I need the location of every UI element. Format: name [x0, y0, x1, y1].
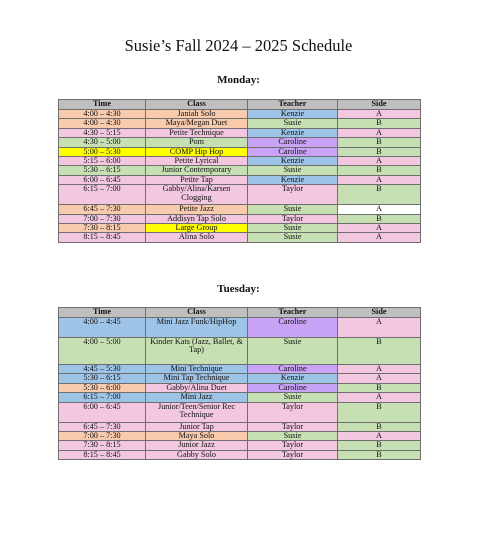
- table-row: [59, 128, 421, 137]
- class-cell: Addisyn Tap Solo: [146, 214, 248, 223]
- class-cell: Petite Technique: [146, 128, 248, 137]
- teacher-cell: Susie: [248, 224, 338, 233]
- class-cell: Junior/Teen/Senior Rec Technique: [146, 402, 248, 422]
- class-cell: Gabby/Alina/Karsen Clogging: [146, 185, 248, 205]
- class-cell: Maya Solo: [146, 432, 248, 441]
- class-cell: Petite Tap: [146, 175, 248, 184]
- teacher-cell: Taylor: [248, 402, 338, 422]
- class-cell: Mini Jazz: [146, 393, 248, 402]
- teacher-cell: Susie: [248, 205, 338, 214]
- side-cell: B: [338, 119, 421, 128]
- side-cell: A: [338, 175, 421, 184]
- teacher-cell: Kenzie: [248, 128, 338, 137]
- table-row: [59, 224, 421, 233]
- table-header-row: [59, 100, 421, 110]
- side-cell: B: [338, 422, 421, 431]
- time-cell: 7:00 – 7:30: [59, 432, 146, 441]
- class-cell: Kinder Kats (Jazz, Ballet, & Tap): [146, 338, 248, 365]
- table-row: [59, 110, 421, 119]
- side-cell: B: [338, 383, 421, 392]
- time-cell: 6:15 – 7:00: [59, 185, 146, 205]
- side-cell: A: [338, 432, 421, 441]
- side-cell: B: [338, 138, 421, 147]
- time-cell: 4:00 – 4:30: [59, 119, 146, 128]
- table-row: [59, 233, 421, 242]
- teacher-cell: Kenzie: [248, 374, 338, 383]
- side-cell: B: [338, 402, 421, 422]
- teacher-cell: Caroline: [248, 365, 338, 374]
- time-column-header: Time: [59, 100, 146, 110]
- table-row: [59, 205, 421, 214]
- side-cell: A: [338, 393, 421, 402]
- time-cell: 6:00 – 6:45: [59, 175, 146, 184]
- side-cell: B: [338, 338, 421, 365]
- teacher-cell: Caroline: [248, 318, 338, 338]
- table-row: [59, 365, 421, 374]
- time-cell: 7:30 – 8:15: [59, 441, 146, 450]
- teacher-cell: Taylor: [248, 214, 338, 223]
- table-row: [59, 119, 421, 128]
- table-row: [59, 338, 421, 365]
- class-cell: Gabby Solo: [146, 450, 248, 459]
- side-cell: A: [338, 318, 421, 338]
- side-cell: B: [338, 185, 421, 205]
- class-cell: Janiah Solo: [146, 110, 248, 119]
- side-cell: A: [338, 128, 421, 137]
- time-cell: 4:30 – 5:00: [59, 138, 146, 147]
- time-cell: 6:15 – 7:00: [59, 393, 146, 402]
- side-cell: B: [338, 441, 421, 450]
- table-row: [59, 450, 421, 459]
- class-cell: Junior Contemporary: [146, 166, 248, 175]
- time-cell: 4:00 – 5:00: [59, 338, 146, 365]
- time-cell: 5:00 – 5:30: [59, 147, 146, 156]
- time-cell: 5:30 – 6:15: [59, 166, 146, 175]
- time-cell: 6:00 – 6:45: [59, 402, 146, 422]
- table-header-row: [59, 308, 421, 318]
- side-cell: A: [338, 110, 421, 119]
- side-cell: B: [338, 214, 421, 223]
- class-cell: Pom: [146, 138, 248, 147]
- monday-heading: Monday:: [217, 74, 260, 86]
- teacher-cell: Taylor: [248, 185, 338, 205]
- table-row: [59, 432, 421, 441]
- table-row: [59, 441, 421, 450]
- teacher-cell: Susie: [248, 432, 338, 441]
- time-cell: 8:15 – 8:45: [59, 233, 146, 242]
- teacher-cell: Susie: [248, 166, 338, 175]
- class-cell: Petite Jazz: [146, 205, 248, 214]
- table-row: [59, 157, 421, 166]
- class-cell: Maya/Megan Duet: [146, 119, 248, 128]
- table-row: [59, 374, 421, 383]
- tuesday-schedule-table: [58, 307, 421, 460]
- time-column-header: Time: [59, 308, 146, 318]
- teacher-cell: Taylor: [248, 450, 338, 459]
- class-cell: Gabby/Alina Duet: [146, 383, 248, 392]
- teacher-cell: Kenzie: [248, 157, 338, 166]
- time-cell: 6:45 – 7:30: [59, 422, 146, 431]
- teacher-cell: Kenzie: [248, 110, 338, 119]
- time-cell: 4:00 – 4:45: [59, 318, 146, 338]
- teacher-column-header: Teacher: [248, 100, 338, 110]
- table-row: [59, 166, 421, 175]
- class-cell: Junior Tap: [146, 422, 248, 431]
- table-row: [59, 318, 421, 338]
- time-cell: 8:15 – 8:45: [59, 450, 146, 459]
- time-cell: 4:45 – 5:30: [59, 365, 146, 374]
- table-row: [59, 214, 421, 223]
- time-cell: 7:00 – 7:30: [59, 214, 146, 223]
- teacher-cell: Caroline: [248, 147, 338, 156]
- time-cell: 6:45 – 7:30: [59, 205, 146, 214]
- time-cell: 5:30 – 6:15: [59, 374, 146, 383]
- side-cell: A: [338, 157, 421, 166]
- table-row: [59, 393, 421, 402]
- teacher-column-header: Teacher: [248, 308, 338, 318]
- side-cell: B: [338, 147, 421, 156]
- class-column-header: Class: [146, 100, 248, 110]
- time-cell: 4:00 – 4:30: [59, 110, 146, 119]
- table-row: [59, 147, 421, 156]
- table-row: [59, 138, 421, 147]
- table-row: [59, 422, 421, 431]
- teacher-cell: Kenzie: [248, 175, 338, 184]
- teacher-cell: Caroline: [248, 138, 338, 147]
- class-cell: Mini Jazz Funk/HipHop: [146, 318, 248, 338]
- side-cell: A: [338, 365, 421, 374]
- side-cell: A: [338, 374, 421, 383]
- class-column-header: Class: [146, 308, 248, 318]
- teacher-cell: Taylor: [248, 422, 338, 431]
- time-cell: 5:15 – 6:00: [59, 157, 146, 166]
- tuesday-heading: Tuesday:: [217, 283, 260, 295]
- side-column-header: Side: [338, 308, 421, 318]
- side-cell: A: [338, 205, 421, 214]
- page-title: Susie’s Fall 2024 – 2025 Schedule: [124, 36, 353, 55]
- teacher-cell: Susie: [248, 233, 338, 242]
- class-cell: Junior Jazz: [146, 441, 248, 450]
- time-cell: 4:30 – 5:15: [59, 128, 146, 137]
- class-cell: Petite Lyrical: [146, 157, 248, 166]
- table-row: [59, 175, 421, 184]
- teacher-cell: Susie: [248, 119, 338, 128]
- side-cell: B: [338, 166, 421, 175]
- teacher-cell: Susie: [248, 393, 338, 402]
- class-cell: Alina Solo: [146, 233, 248, 242]
- table-row: [59, 383, 421, 392]
- table-row: [59, 402, 421, 422]
- side-cell: A: [338, 224, 421, 233]
- table-row: [59, 185, 421, 205]
- teacher-cell: Taylor: [248, 441, 338, 450]
- teacher-cell: Susie: [248, 338, 338, 365]
- teacher-cell: Caroline: [248, 383, 338, 392]
- time-cell: 7:30 – 8:15: [59, 224, 146, 233]
- class-cell: Large Group: [146, 224, 248, 233]
- class-cell: Mini Technique: [146, 365, 248, 374]
- class-cell: Mini Tap Technique: [146, 374, 248, 383]
- side-column-header: Side: [338, 100, 421, 110]
- monday-schedule-table: [58, 99, 421, 243]
- time-cell: 5:30 – 6:00: [59, 383, 146, 392]
- side-cell: B: [338, 450, 421, 459]
- class-cell: COMP Hip Hop: [146, 147, 248, 156]
- side-cell: A: [338, 233, 421, 242]
